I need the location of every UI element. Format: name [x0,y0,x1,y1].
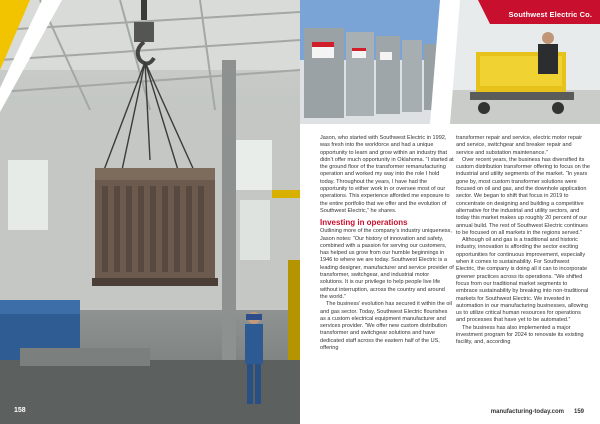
article-paragraph: Although oil and gas is a traditional and historic industry, innovation is affording the sector exciting opportunities for continuous improvement, especially when it comes to sustainability. For Southwest Electric, the company is doing all it can to incorporate greener practices across its operations. “We shifted focus from our traditional market segments to embrace sustainability by breaking into non-traditional markets for Southwest Electric. We invested in automation in our manufacturing businesses, allowing us to utilize critical human resources for operations and processes that have yet to be automated.” [456,237,589,324]
brand-title: Southwest Electric Co. [508,10,592,19]
article-column-2 [456,135,590,347]
right-page-number: 159 [573,409,584,415]
section-subhead: Investing in operations [320,218,408,228]
right-page [300,0,600,424]
article-paragraph: The business has also implemented a major investment program for 2024 to renovate its existing facility, and, according [456,324,584,346]
article-paragraph: transformer repair and service, electric motor repair and service, switchgear and breaker repair and service and substation maintenance.” [456,135,583,156]
article-paragraph: The business’ evolution has secured it within the oil and gas sector. Today, Southwest Electric flourishes as a custom electrical equipment manufacturer and services provider. “We offer new custom distribution transformer and switchgear solutions and have dedicated staff across the eastern half of the US, offering [320,301,452,352]
article-column-1 [320,135,454,352]
left-page-number: 158 [14,407,26,414]
article-paragraph: Over recent years, the business has diversified its custom distribution transformer offering to focus on the industrial and utility segments of the market. “In years gone by, most custom transformer solutions were focused on oil and gas, and the downhole application sector. We began to shift that focus in 2019 to concentrate on designing and building a competitive alternative for the industrial and utility sectors, and today this market makes up roughly 20 percent of our annual build. The rest of Southwest Electric continues to be focused on all markets in the regions served.” [456,156,591,236]
article-paragraph: Jason, who started with Southwest Electric in 1992, was fresh into the workforce and had a unique opportunity to learn and grow within an industry that didn’t offer much opportunity in Oklahoma. “I started at the ground floor of the transformer remanufacturing operation and worked my way into the role I hold today. Throughout the years, I have had the opportunity to either work in or oversee most of our operations. This experience afforded me exposure to the entire portfolio that we offer and the evolution of Southwest Electric,” he shares. [320,135,454,214]
footer-site-url: manufacturing-today.com [490,409,564,415]
article-paragraph: Outlining more of the company’s industry uniqueness, Jason notes: “Our history of innovation and safety, combined with a passion for serving our customers, has helped us grow from our humble beginnings in 1946 to where we are today. Southwest Electric is a leading designer, manufacturer and service provider of transformer, switchgear, and industrial motor solutions. It is our privilege to help people live life without interruption, across the country and around the world.” [320,228,454,300]
